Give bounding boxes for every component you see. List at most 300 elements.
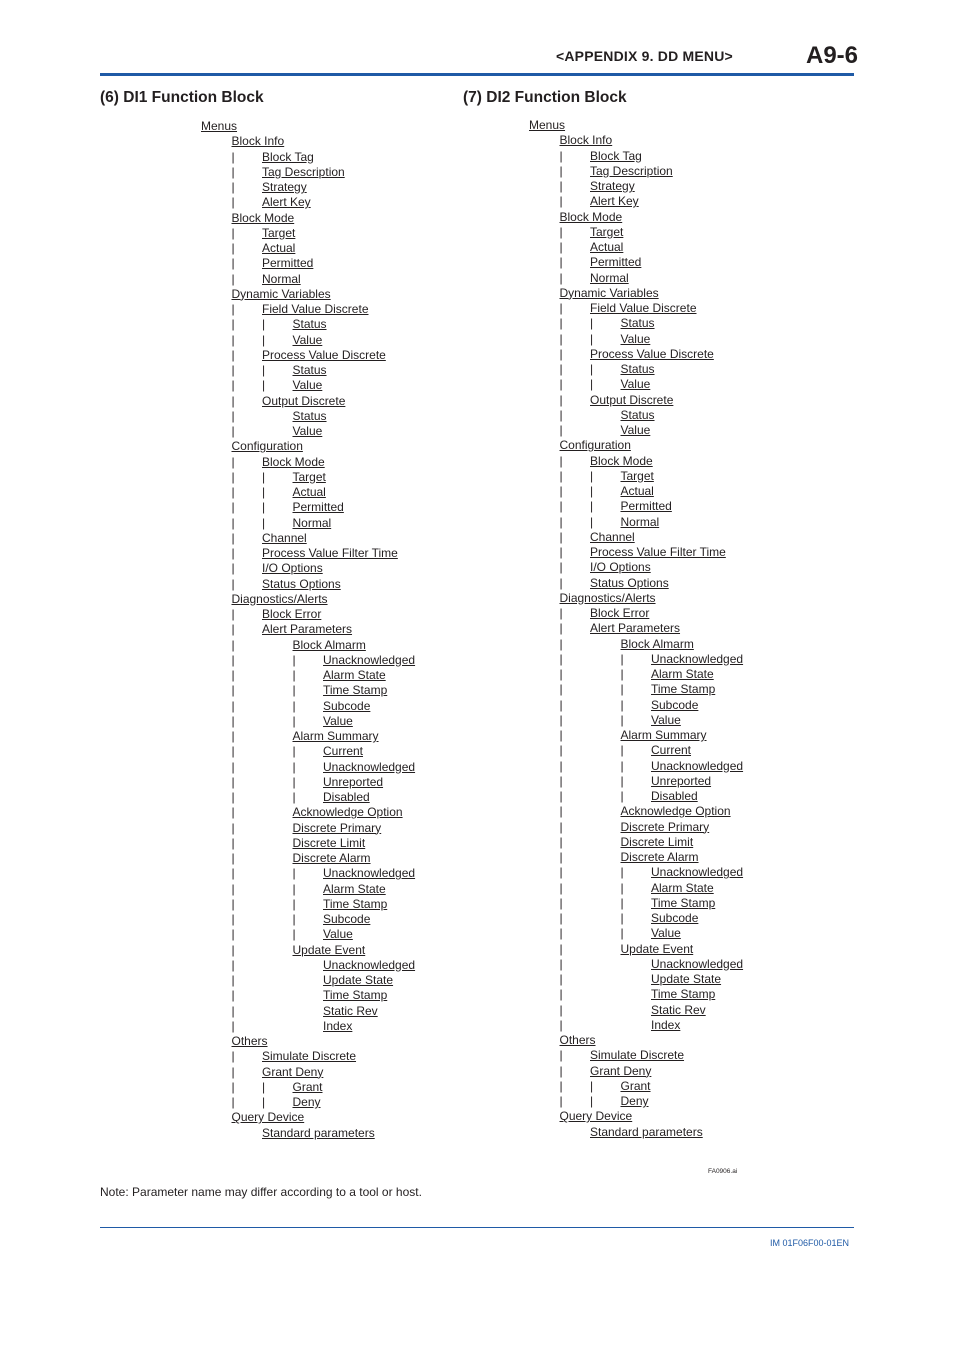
menu-item-link[interactable]: Time Stamp [651, 987, 716, 1002]
menu-item-link[interactable]: Target [262, 225, 296, 240]
appendix-header: <APPENDIX 9. DD MENU> [556, 48, 733, 64]
tree-branch-line: | [231, 378, 235, 393]
menu-item-link[interactable]: Value [651, 712, 681, 727]
menu-item-link[interactable]: Subcode [651, 911, 699, 925]
menu-item-link[interactable]: Alarm Summary [620, 728, 707, 742]
tree-branch-line: | [620, 773, 624, 788]
tree-branch-line: | [231, 576, 235, 591]
menu-item-link[interactable]: Unacknowledged [651, 651, 744, 666]
menu-item-link[interactable]: Discrete Primary [292, 820, 382, 835]
tree-branch-line: | [559, 880, 563, 895]
menu-item-link[interactable]: Alarm Summary [292, 729, 379, 743]
menu-item-link[interactable]: Process Value Discrete [262, 347, 386, 362]
tree-branch-line: | [262, 363, 266, 377]
menu-item-link[interactable]: Query Device [231, 1110, 305, 1125]
tree-branch-line: | [231, 820, 235, 835]
menu-item-link[interactable]: Actual [590, 240, 624, 254]
tree-branch-line: | [231, 927, 235, 942]
tree-branch-line: | [559, 301, 563, 315]
tree-branch-line: | [559, 1048, 563, 1063]
menu-item-link[interactable]: Deny [620, 1094, 649, 1108]
menu-item-link[interactable]: Alert Key [590, 194, 639, 209]
tree-branch-line: | [292, 652, 296, 667]
menu-item-link[interactable]: Configuration [231, 439, 303, 454]
menu-item-link[interactable]: Time Stamp [323, 683, 388, 698]
tree-branch-line: | [559, 453, 563, 468]
tree-branch-line: | [231, 1079, 235, 1094]
tree-branch-line: | [231, 729, 235, 743]
tree-branch-line: | [231, 683, 235, 698]
menu-item-link[interactable]: Acknowledge Option [292, 805, 403, 820]
tree-branch-line: | [231, 515, 235, 530]
menu-item-link[interactable]: Update Event [292, 942, 366, 957]
tree-branch-line: | [620, 682, 624, 697]
tree-branch-line: | [590, 331, 594, 346]
tree-branch-line: | [262, 1079, 266, 1094]
menu-item-link[interactable]: Value [292, 424, 323, 438]
menu-item-link[interactable]: Block Error [262, 607, 322, 621]
menu-item-link[interactable]: Normal [590, 270, 629, 285]
menu-item-link[interactable]: Simulate Discrete [590, 1048, 685, 1063]
tree-branch-line: | [559, 377, 563, 392]
menu-item-link[interactable]: Value [292, 378, 323, 393]
tree-branch-line: | [559, 941, 563, 956]
tree-branch-line: | [559, 499, 563, 514]
tree-branch-line: | [590, 362, 594, 376]
menu-item-link[interactable]: Block Mode [262, 454, 325, 469]
menu-item-link[interactable]: Diagnostics/Alerts [559, 590, 656, 605]
tree-branch-line: | [231, 698, 235, 713]
tree-branch-line: | [231, 424, 235, 438]
menu-item-link[interactable]: Acknowledge Option [620, 804, 731, 819]
menu-item-link[interactable]: Status Options [590, 575, 669, 590]
tree-branch-line: | [292, 790, 296, 804]
tree-branch-line: | [590, 484, 594, 498]
tree-branch-line: | [620, 743, 624, 758]
tree-branch-line: | [559, 865, 563, 880]
tree-branch-line: | [231, 851, 235, 865]
menu-item-link[interactable]: Standard parameters [262, 1125, 375, 1140]
menu-item-link[interactable]: Output Discrete [590, 392, 674, 407]
tree-branch-line: | [559, 1094, 563, 1108]
tree-branch-line: | [231, 454, 235, 469]
tree-branch-line: | [559, 728, 563, 742]
menu-item-link[interactable]: Unacknowledged [651, 865, 744, 880]
tree-branch-line: | [559, 514, 563, 529]
menu-item-link[interactable]: Subcode [651, 697, 699, 712]
menu-item-link[interactable]: Others [231, 1034, 268, 1048]
menu-item-link[interactable]: Permitted [292, 500, 344, 515]
tree-branch-line: | [231, 912, 235, 926]
menu-item-link[interactable]: I/O Options [590, 560, 651, 575]
menu-item-link[interactable]: Unacknowledged [323, 759, 416, 774]
tree-branch-line: | [231, 225, 235, 240]
tree-branch-line: | [559, 956, 563, 971]
tree-branch-line: | [231, 622, 235, 637]
tree-branch-line: | [231, 164, 235, 179]
tree-branch-line: | [231, 180, 235, 194]
tree-branch-line: | [559, 789, 563, 803]
menu-item-link[interactable]: Status [292, 408, 327, 423]
menu-item-link[interactable]: Block Info [559, 133, 613, 148]
tree-branch-line: | [231, 347, 235, 362]
menu-item-link[interactable]: Dynamic Variables [559, 285, 659, 300]
tree-branch-line: | [231, 652, 235, 667]
tree-branch-line: | [292, 759, 296, 774]
tree-branch-line: | [559, 407, 563, 422]
menu-item-link[interactable]: Block Almarm [620, 636, 694, 651]
tree-branch-line: | [559, 270, 563, 285]
menu-item-link[interactable]: Index [323, 1018, 353, 1033]
tree-branch-line: | [231, 241, 235, 255]
menu-item-link[interactable]: Unacknowledged [651, 956, 744, 971]
menu-item-link[interactable]: Normal [620, 514, 660, 529]
tree-branch-line: | [559, 1063, 563, 1078]
tree-branch-line: | [559, 1017, 563, 1032]
tree-branch-line: | [231, 530, 235, 545]
tree-branch-line: | [559, 911, 563, 925]
menu-item-link[interactable]: Status [292, 363, 327, 377]
tree-branch-line: | [231, 942, 235, 957]
menu-item-link[interactable]: Alarm State [651, 880, 714, 895]
tree-branch-line: | [231, 790, 235, 804]
tree-branch-line: | [262, 332, 266, 347]
tree-branch-line: | [292, 683, 296, 698]
tree-branch-line: | [559, 1078, 563, 1093]
tree-branch-line: | [559, 316, 563, 331]
menu-item-link[interactable]: Grant Deny [590, 1063, 652, 1078]
menu-item-link[interactable]: Channel [590, 529, 635, 544]
tree-branch-line: | [231, 469, 235, 484]
menu-item-link[interactable]: Time Stamp [651, 682, 716, 697]
tree-branch-line: | [231, 195, 235, 210]
tree-branch-line: | [559, 255, 563, 270]
tree-branch-line: | [559, 758, 563, 773]
tree-branch-line: | [620, 880, 624, 895]
menu-item-link[interactable]: Discrete Primary [620, 819, 710, 834]
menu-item-link[interactable]: Disabled [323, 790, 370, 804]
doc-number: IM 01F06F00-01EN [770, 1238, 850, 1248]
menu-item-link[interactable]: Time Stamp [651, 895, 716, 910]
section-title-di1: (6) DI1 Function Block [100, 89, 264, 106]
tree-branch-line: | [590, 499, 594, 514]
menu-item-link[interactable]: Permitted [590, 255, 642, 270]
tree-branch-line: | [559, 179, 563, 193]
tree-branch-line: | [559, 636, 563, 651]
tree-branch-line: | [231, 1064, 235, 1079]
tree-branch-line: | [620, 865, 624, 880]
tree-branch-line: | [231, 973, 235, 987]
tree-branch-line: | [559, 972, 563, 986]
menu-item-link[interactable]: Block Error [590, 606, 650, 620]
menu-item-link[interactable]: Grant Deny [262, 1064, 324, 1079]
menu-item-link[interactable]: Status [620, 407, 655, 422]
tree-branch-line: | [559, 560, 563, 575]
tree-branch-line: | [590, 316, 594, 331]
menu-item-link[interactable]: Block Almarm [292, 637, 366, 652]
tree-branch-line: | [559, 331, 563, 346]
menu-item-link[interactable]: Actual [292, 485, 326, 499]
menu-item-link[interactable]: Current [323, 744, 364, 759]
menu-item-link[interactable]: Configuration [559, 438, 631, 453]
tree-branch-line: | [590, 377, 594, 392]
menu-item-link[interactable]: Query Device [559, 1109, 633, 1124]
tree-branch-line: | [262, 500, 266, 515]
tree-branch-line: | [231, 957, 235, 972]
tree-branch-line: | [590, 468, 594, 483]
menu-item-link[interactable]: Menus [201, 119, 238, 133]
tree-branch-line: | [231, 1095, 235, 1109]
menu-item-link[interactable]: Block Mode [231, 210, 295, 225]
menu-item-link[interactable]: Field Value Discrete [590, 301, 697, 315]
tree-branch-line: | [590, 1078, 594, 1093]
tree-branch-line: | [559, 224, 563, 239]
menu-item-link[interactable]: Discrete Limit [620, 834, 694, 849]
menu-item-link[interactable]: Target [292, 469, 326, 484]
tree-branch-line: | [620, 651, 624, 666]
footer-rule [100, 1227, 854, 1228]
tree-branch-line: | [559, 1002, 563, 1017]
menu-item-link[interactable]: Strategy [590, 179, 635, 193]
menu-item-link[interactable]: Block Tag [262, 149, 314, 164]
tree-branch-line: | [559, 987, 563, 1002]
menu-item-link[interactable]: Discrete Limit [292, 835, 366, 850]
tree-branch-line: | [231, 1003, 235, 1018]
menu-item-link[interactable]: Index [651, 1017, 681, 1032]
menu-item-link[interactable]: Permitted [262, 256, 314, 271]
tree-branch-line: | [231, 637, 235, 652]
tree-branch-line: | [231, 835, 235, 850]
menu-item-link[interactable]: Discrete Alarm [292, 851, 371, 865]
menu-item-link[interactable]: Update State [323, 973, 394, 987]
tree-branch-line: | [559, 712, 563, 727]
tree-branch-line: | [559, 392, 563, 407]
menu-item-link[interactable]: Unreported [651, 773, 712, 788]
tree-branch-line: | [559, 697, 563, 712]
tree-branch-line: | [262, 1095, 266, 1109]
tree-branch-line: | [620, 712, 624, 727]
menu-item-link[interactable]: Grant [620, 1078, 651, 1093]
tree-branch-line: | [262, 515, 266, 530]
tree-branch-line: | [231, 744, 235, 759]
menu-item-link[interactable]: Value [323, 927, 353, 942]
menu-item-link[interactable]: Value [620, 331, 651, 346]
menu-item-link[interactable]: Alert Parameters [590, 621, 681, 636]
menu-item-link[interactable]: Block Mode [559, 209, 623, 224]
tree-branch-line: | [231, 805, 235, 820]
menu-item-link[interactable]: Discrete Alarm [620, 850, 699, 864]
menu-item-link[interactable]: Value [620, 377, 651, 392]
menu-item-link[interactable]: Normal [262, 271, 301, 286]
tree-branch-line: | [559, 545, 563, 559]
tree-branch-line: | [590, 1094, 594, 1108]
tree-branch-line: | [231, 561, 235, 576]
menu-item-link[interactable]: Value [620, 423, 651, 437]
menu-item-link[interactable]: Static Rev [651, 1002, 706, 1017]
tree-branch-line: | [262, 469, 266, 484]
tree-branch-line: | [559, 651, 563, 666]
menu-item-link[interactable]: Channel [262, 530, 307, 545]
tree-branch-line: | [559, 804, 563, 819]
tree-branch-line: | [292, 881, 296, 896]
tree-branch-line: | [292, 744, 296, 759]
tree-branch-line: | [559, 819, 563, 834]
menu-item-link[interactable]: Actual [262, 241, 296, 255]
menu-item-link[interactable]: Dynamic Variables [231, 286, 331, 301]
menu-item-link[interactable]: I/O Options [262, 561, 323, 576]
tree-branch-line: | [231, 607, 235, 621]
tree-branch-line: | [231, 866, 235, 881]
tree-branch-line: | [292, 713, 296, 728]
tree-branch-line: | [559, 148, 563, 163]
tree-branch-line: | [620, 667, 624, 681]
menu-item-link[interactable]: Deny [292, 1095, 321, 1109]
menu-item-link[interactable]: Unreported [323, 774, 384, 789]
tree-branch-line: | [559, 834, 563, 849]
tree-branch-line: | [559, 850, 563, 864]
tree-branch-line: | [559, 682, 563, 697]
tree-branch-line: | [292, 774, 296, 789]
menu-item-link[interactable]: Simulate Discrete [262, 1049, 357, 1064]
tree-branch-line: | [559, 468, 563, 483]
tree-branch-line: | [231, 988, 235, 1003]
menu-item-link[interactable]: Time Stamp [323, 988, 388, 1003]
menu-item-link[interactable]: Value [651, 926, 681, 941]
tree-branch-line: | [559, 773, 563, 788]
menu-item-link[interactable]: Alarm State [651, 667, 714, 681]
tree-branch-line: | [559, 575, 563, 590]
tree-branch-line: | [262, 485, 266, 499]
tree-branch-line: | [620, 911, 624, 925]
header-rule [100, 73, 854, 76]
menu-item-link[interactable]: Menus [529, 118, 566, 132]
tree-branch-line: | [231, 668, 235, 682]
page-number: A9-6 [806, 42, 859, 69]
menu-item-link[interactable]: Value [292, 332, 323, 347]
menu-item-link[interactable]: Process Value Filter Time [262, 546, 398, 560]
menu-item-link[interactable]: Tag Description [590, 163, 673, 178]
tree-branch-line: | [620, 758, 624, 773]
menu-item-link[interactable]: Permitted [620, 499, 672, 514]
menu-item-link[interactable]: Diagnostics/Alerts [231, 591, 328, 606]
menu-item-link[interactable]: Field Value Discrete [262, 302, 369, 316]
menu-item-link[interactable]: Grant [292, 1079, 323, 1094]
tree-branch-line: | [559, 606, 563, 620]
tree-branch-line: | [262, 317, 266, 332]
menu-item-link[interactable]: Block Info [231, 134, 285, 149]
tree-branch-line: | [292, 668, 296, 682]
tree-branch-line: | [231, 485, 235, 499]
tree-branch-line: | [292, 927, 296, 942]
menu-item-link[interactable]: Alarm State [323, 881, 386, 896]
tree-branch-line: | [231, 408, 235, 423]
tree-branch-line: | [559, 529, 563, 544]
menu-item-link[interactable]: Unacknowledged [651, 758, 744, 773]
tree-branch-line: | [231, 1018, 235, 1033]
menu-item-link[interactable]: Output Discrete [262, 393, 346, 408]
tree-branch-line: | [231, 759, 235, 774]
tree-branch-line: | [559, 621, 563, 636]
tree-branch-line: | [620, 895, 624, 910]
menu-item-link[interactable]: Status [620, 316, 655, 331]
tree-branch-line: | [231, 302, 235, 316]
menu-item-link[interactable]: Block Mode [590, 453, 653, 468]
menu-item-link[interactable]: Time Stamp [323, 896, 388, 911]
note-text: Note: Parameter name may differ according to a tool or host. [100, 1185, 422, 1199]
tree-branch-line: | [231, 713, 235, 728]
tree-branch-line: | [262, 378, 266, 393]
menu-item-link[interactable]: Alert Key [262, 195, 311, 210]
menu-item-link[interactable]: Process Value Filter Time [590, 545, 726, 559]
menu-item-link[interactable]: Update Event [620, 941, 694, 956]
menu-item-link[interactable]: Value [323, 713, 353, 728]
menu-item-link[interactable]: Unacknowledged [323, 652, 416, 667]
menu-item-link[interactable]: Status [620, 362, 655, 376]
menu-item-link[interactable]: Status [292, 317, 327, 332]
tree-branch-line: | [559, 895, 563, 910]
tree-branch-line: | [620, 697, 624, 712]
menu-item-link[interactable]: Alert Parameters [262, 622, 353, 637]
menu-item-link[interactable]: Normal [292, 515, 332, 530]
tree-branch-line: | [231, 774, 235, 789]
tree-branch-line: | [620, 789, 624, 803]
menu-item-link[interactable]: Status Options [262, 576, 341, 591]
menu-item-link[interactable]: Standard parameters [590, 1124, 703, 1139]
tree-branch-line: | [231, 881, 235, 896]
menu-item-link[interactable]: Strategy [262, 180, 307, 194]
menu-item-link[interactable]: Static Rev [323, 1003, 378, 1018]
tree-branch-line: | [231, 500, 235, 515]
menu-item-link[interactable]: Block Tag [590, 148, 642, 163]
tree-branch-line: | [559, 667, 563, 681]
menu-item-link[interactable]: Actual [620, 484, 654, 498]
tree-branch-line: | [559, 743, 563, 758]
tree-branch-line: | [292, 912, 296, 926]
tree-branch-line: | [231, 896, 235, 911]
tree-branch-line: | [292, 896, 296, 911]
menu-item-link[interactable]: Process Value Discrete [590, 346, 714, 361]
menu-item-link[interactable]: Subcode [323, 912, 371, 926]
tree-branch-line: | [231, 271, 235, 286]
figure-id: FA0906.ai [708, 1168, 738, 1175]
menu-item-link[interactable]: Subcode [323, 698, 371, 713]
menu-item-link[interactable]: Disabled [651, 789, 698, 803]
menu-item-link[interactable]: Others [559, 1033, 596, 1047]
section-title-di2: (7) DI2 Function Block [463, 89, 627, 106]
tree-branch-line: | [231, 332, 235, 347]
menu-item-link[interactable]: Target [620, 468, 654, 483]
menu-item-link[interactable]: Update State [651, 972, 722, 986]
tree-branch-line: | [559, 423, 563, 437]
tree-branch-line: | [231, 149, 235, 164]
tree-branch-line: | [292, 698, 296, 713]
tree-branch-line: | [590, 514, 594, 529]
tree-branch-line: | [231, 1049, 235, 1064]
tree-branch-line: | [559, 194, 563, 209]
menu-item-link[interactable]: Unacknowledged [323, 866, 416, 881]
tree-branch-line: | [620, 926, 624, 941]
tree-branch-line: | [231, 317, 235, 332]
menu-item-link[interactable]: Tag Description [262, 164, 345, 179]
tree-branch-line: | [559, 484, 563, 498]
menu-item-link[interactable]: Target [590, 224, 624, 239]
tree-branch-line: | [231, 256, 235, 271]
tree-branch-line: | [559, 926, 563, 941]
menu-item-link[interactable]: Current [651, 743, 692, 758]
menu-item-link[interactable]: Unacknowledged [323, 957, 416, 972]
menu-item-link[interactable]: Alarm State [323, 668, 386, 682]
tree-branch-line: | [559, 240, 563, 254]
